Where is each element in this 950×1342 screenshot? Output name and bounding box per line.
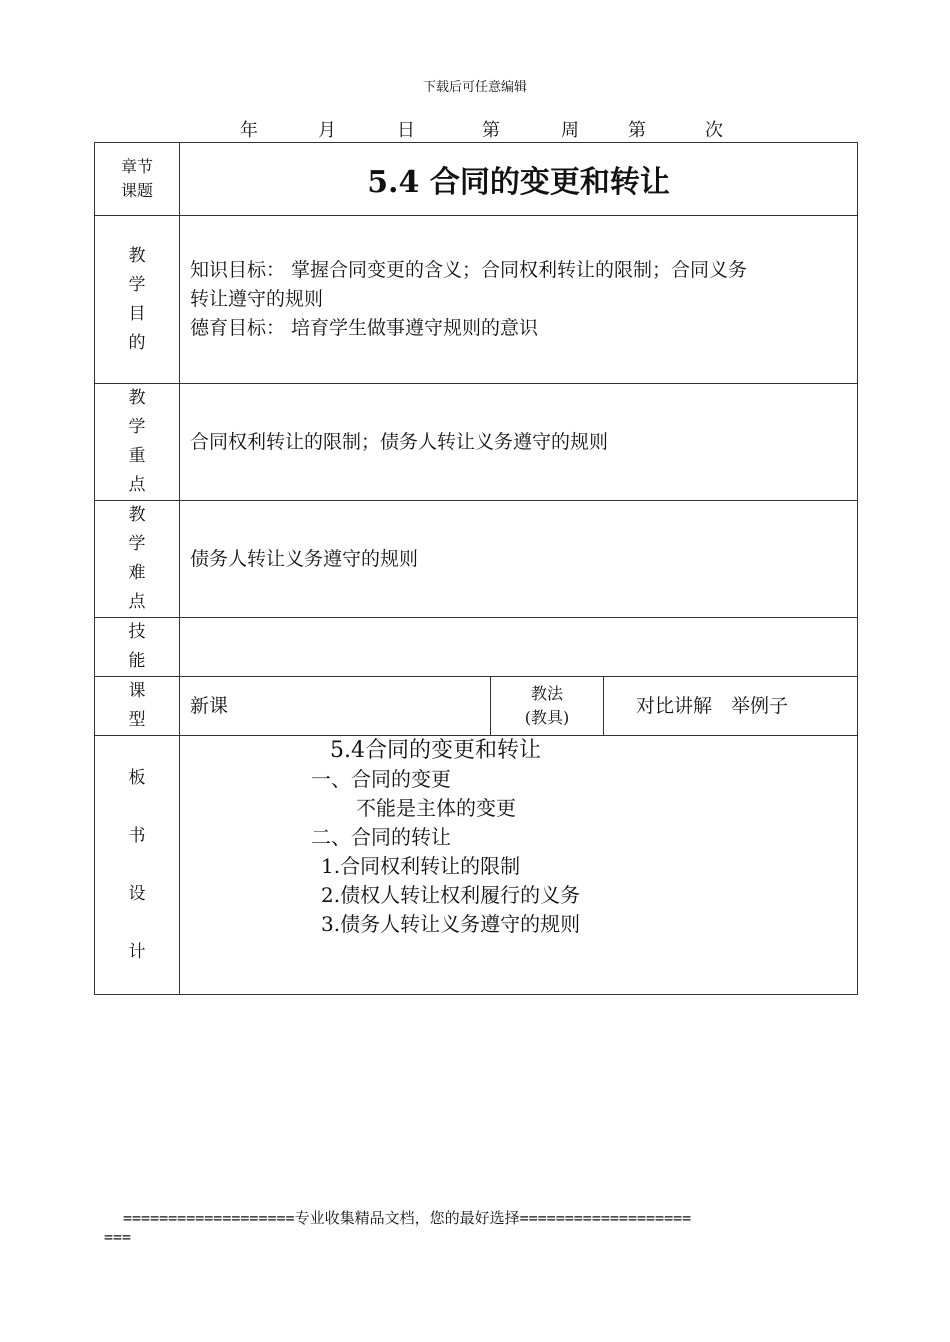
- board-row: [95, 736, 858, 995]
- keypoint-label: 教 学 重 点: [95, 384, 180, 501]
- date-row: [240, 116, 740, 140]
- footer-banner-tail: ===: [104, 1228, 132, 1246]
- board-line-1: 一、合同的变更: [311, 767, 451, 791]
- skill-row: [95, 618, 858, 677]
- board-label: 板 书 设 计: [95, 736, 180, 995]
- lesson-title: 5.4 合同的变更和转让: [180, 143, 858, 216]
- footer-banner: ===================专业收集精品文档，您的最好选择===================: [123, 1209, 692, 1227]
- difficulty-text: 债务人转让义务遵守的规则: [180, 501, 858, 618]
- skill-label: 技 能: [95, 618, 180, 677]
- lesson-type-value: 新课: [180, 677, 491, 736]
- chapter-row: [95, 143, 858, 216]
- board-line-4: 1.合同权利转让的限制: [321, 854, 521, 878]
- skill-text: [180, 618, 858, 677]
- date-session: 次: [705, 120, 723, 141]
- date-year: 年: [240, 120, 258, 141]
- difficulty-label: 教 学 难 点: [95, 501, 180, 618]
- lesson-type-label: 课 型: [95, 677, 180, 736]
- difficulty-row: [95, 501, 858, 618]
- method-value: 对比讲解 举例子: [604, 677, 858, 736]
- chapter-label: 章节 课题: [95, 143, 180, 216]
- board-title: 5.4合同的变更和转让: [330, 738, 541, 763]
- lesson-type-row: [95, 677, 858, 736]
- board-line-5: 2.债权人转让权利履行的义务: [321, 883, 581, 907]
- lesson-plan-table: [94, 142, 858, 995]
- date-week: 周: [561, 120, 579, 141]
- keypoint-text: 合同权利转让的限制；债务人转让义务遵守的规则: [180, 384, 858, 501]
- method-label: 教法 (教具): [491, 677, 604, 736]
- date-day: 日: [397, 120, 415, 141]
- board-line-6: 3.债务人转让义务遵守的规则: [321, 912, 581, 936]
- board-line-2: 不能是主体的变更: [356, 796, 516, 820]
- objective-row: [95, 216, 858, 384]
- board-line-3: 二、合同的转让: [311, 825, 451, 849]
- date-week-prefix: 第: [482, 120, 500, 141]
- download-note: 下载后可任意编辑: [422, 80, 527, 95]
- keypoint-row: [95, 384, 858, 501]
- date-session-prefix: 第: [628, 120, 646, 141]
- board-content: [180, 736, 858, 995]
- objective-label: 教 学 目 的: [95, 216, 180, 384]
- objective-text: 知识目标： 掌握合同变更的含义；合同权利转让的限制；合同义务 转让遵守的规则 德育目标： 培育学生做事遵守规则的意识: [180, 216, 858, 384]
- date-month: 月: [318, 120, 336, 141]
